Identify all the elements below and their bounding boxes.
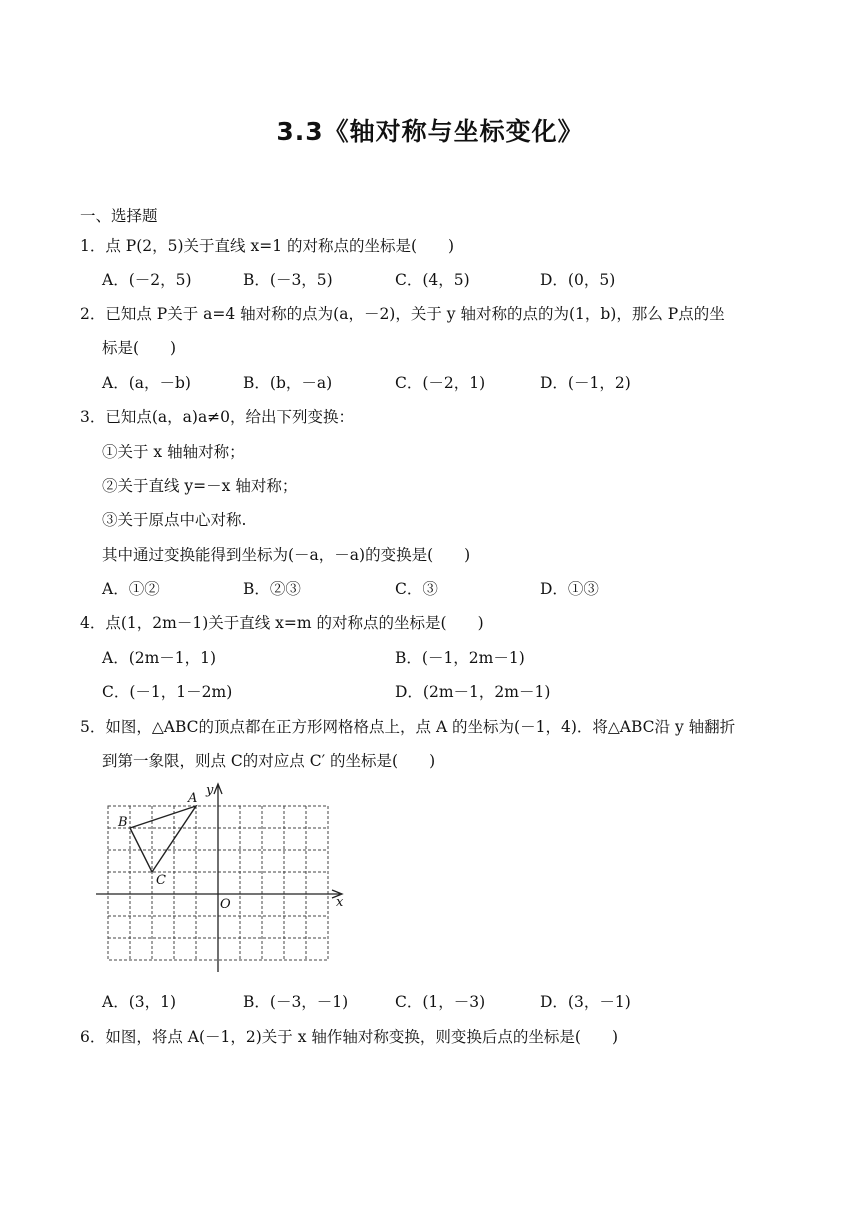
q4-option-b: B．(－1，2m－1) [395, 649, 525, 667]
q4-option-d: D．(2m－1，2m－1) [395, 683, 551, 701]
label-y: y [206, 783, 214, 798]
q5-option-b: B．(－3，－1) [243, 993, 349, 1011]
q1-option-c: C．(4，5) [395, 271, 470, 289]
q3-stem: 3．已知点(a，a)a≠0，给出下列变换： [80, 408, 355, 426]
q5-stem-line1: 5．如图，△ABC的顶点都在正方形网格格点上，点 A 的坐标为(－1，4)．将△ABC沿 y 轴翻折 [80, 718, 736, 736]
q4-option-a: A．(2m－1，1) [102, 649, 217, 667]
label-x: x [336, 895, 344, 910]
q3-option-a: A．①② [102, 580, 160, 598]
q2-option-b: B．(b，－a) [243, 374, 333, 392]
q3-option-b: B．②③ [243, 580, 301, 598]
q2-stem-line1: 2．已知点 P关于 a=4 轴对称的点为(a，－2)，关于 y 轴对称的点的为(1，b)，那么 P点的坐 [80, 305, 725, 323]
q3-item-1: ①关于 x 轴轴对称； [102, 443, 245, 461]
q1-option-d: D．(0，5) [540, 271, 616, 289]
q3-question: 其中通过变换能得到坐标为(－a，－a)的变换是( ) [102, 546, 471, 564]
q1-stem: 1．点 P(2，5)关于直线 x=1 的对称点的坐标是( ) [80, 237, 455, 255]
q5-option-a: A．(3，1) [102, 993, 177, 1011]
page-title: 3.3《轴对称与坐标变化》 [276, 117, 584, 146]
label-c: C [156, 873, 166, 888]
q5-stem-line2: 到第一象限，则点 C的对应点 C′ 的坐标是( ) [102, 752, 436, 770]
q2-option-d: D．(－1，2) [540, 374, 631, 392]
q4-option-c: C．(－1，1－2m) [102, 683, 233, 701]
q4-stem: 4．点(1，2m－1)关于直线 x=m 的对称点的坐标是( ) [80, 614, 484, 632]
q3-option-d: D．①③ [540, 580, 599, 598]
q3-item-3: ③关于原点中心对称. [102, 511, 247, 529]
q5-option-d: D．(3，－1) [540, 993, 631, 1011]
q1-option-a: A．(－2，5) [102, 271, 192, 289]
label-b: B [118, 815, 128, 830]
q5-option-c: C．(1，－3) [395, 993, 486, 1011]
q3-item-2: ②关于直线 y=－x 轴对称； [102, 477, 298, 495]
section-heading: 一、选择题 [80, 207, 158, 225]
q3-option-c: C．③ [395, 580, 438, 598]
triangle-abc [130, 806, 196, 872]
q2-option-a: A．(a，－b) [102, 374, 191, 392]
q2-stem-line2: 标是( ) [102, 339, 177, 357]
q2-option-c: C．(－2，1) [395, 374, 486, 392]
label-o: O [220, 897, 231, 912]
q6-stem: 6．如图，将点 A(－1，2)关于 x 轴作轴对称变换，则变换后点的坐标是( ) [80, 1028, 618, 1046]
label-a: A [188, 791, 198, 806]
q5-grid-figure [92, 780, 352, 976]
q1-option-b: B．(－3，5) [243, 271, 333, 289]
